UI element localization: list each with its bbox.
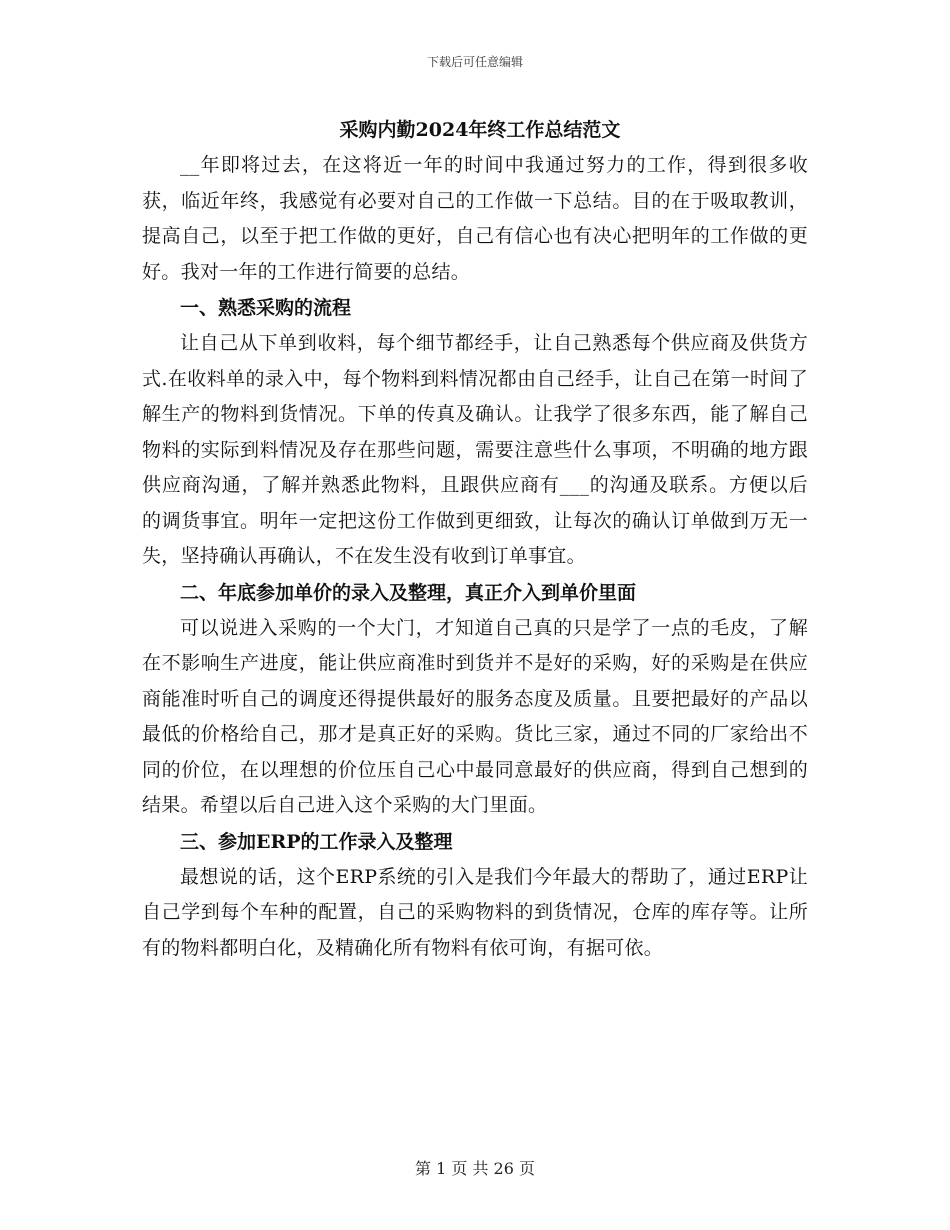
- page-number: 第 1 页 共 26 页: [415, 1159, 535, 1178]
- document-title: 采购内勤2024年终工作总结范文: [339, 119, 621, 141]
- section-heading-1: 一、熟悉采购的流程: [180, 297, 352, 319]
- section-heading-3: 三、参加ERP的工作录入及整理: [180, 830, 453, 853]
- section-heading-2: 二、年底参加单价的录入及整理，真正介入到单价里面: [180, 581, 637, 604]
- section-body-1: 让自己从下单到收料，每个细节都经手，让自己熟悉每个供应商及供货方式.在收料单的录入中，每个物料到料情况都由自己经手，让自己在第一时间了解生产的物料到货情况。下单的传真及确认。让我学了很多东西，能了解自己物料的实际到料情况及存在那些问题，需要注意些什么事项，不明确的地方跟供应商沟通，了解并熟悉此物料，且跟供应商有___的沟通及联系。方便以后的调货事宜。明年一定把这份工作做到更细致，让每次的确认订单做到万无一失，坚持确认再确认，不在发生没有收到订单事宜。: [142, 332, 808, 567]
- page-header-note: 下载后可任意编辑: [426, 55, 523, 69]
- document-body: [142, 112, 808, 966]
- intro-paragraph: __年即将过去，在这将近一年的时间中我通过努力的工作，得到很多收获，临近年终，我感觉有必要对自己的工作做一下总结。目的在于吸取教训，提高自己，以至于把工作做的更好，自己有信心也有决心把明年的工作做的更好。我对一年的工作进行简要的总结。: [142, 154, 808, 283]
- section-body-2: 可以说进入采购的一个大门，才知道自己真的只是学了一点的毛皮，了解在不影响生产进度，能让供应商准时到货并不是好的采购，好的采购是在供应商能准时听自己的调度还得提供最好的服务态度及质量。且要把最好的产品以最低的价格给自己，那才是真正好的采购。货比三家，通过不同的厂家给出不同的价位，在以理想的价位压自己心中最同意最好的供应商，得到自己想到的结果。希望以后自己进入这个采购的大门里面。: [142, 616, 808, 816]
- section-body-3: 最想说的话，这个ERP系统的引入是我们今年最大的帮助了，通过ERP让自己学到每个车种的配置，自己的采购物料的到货情况，仓库的库存等。让所有的物料都明白化，及精确化所有物料有依可询，有据可依。: [142, 865, 808, 959]
